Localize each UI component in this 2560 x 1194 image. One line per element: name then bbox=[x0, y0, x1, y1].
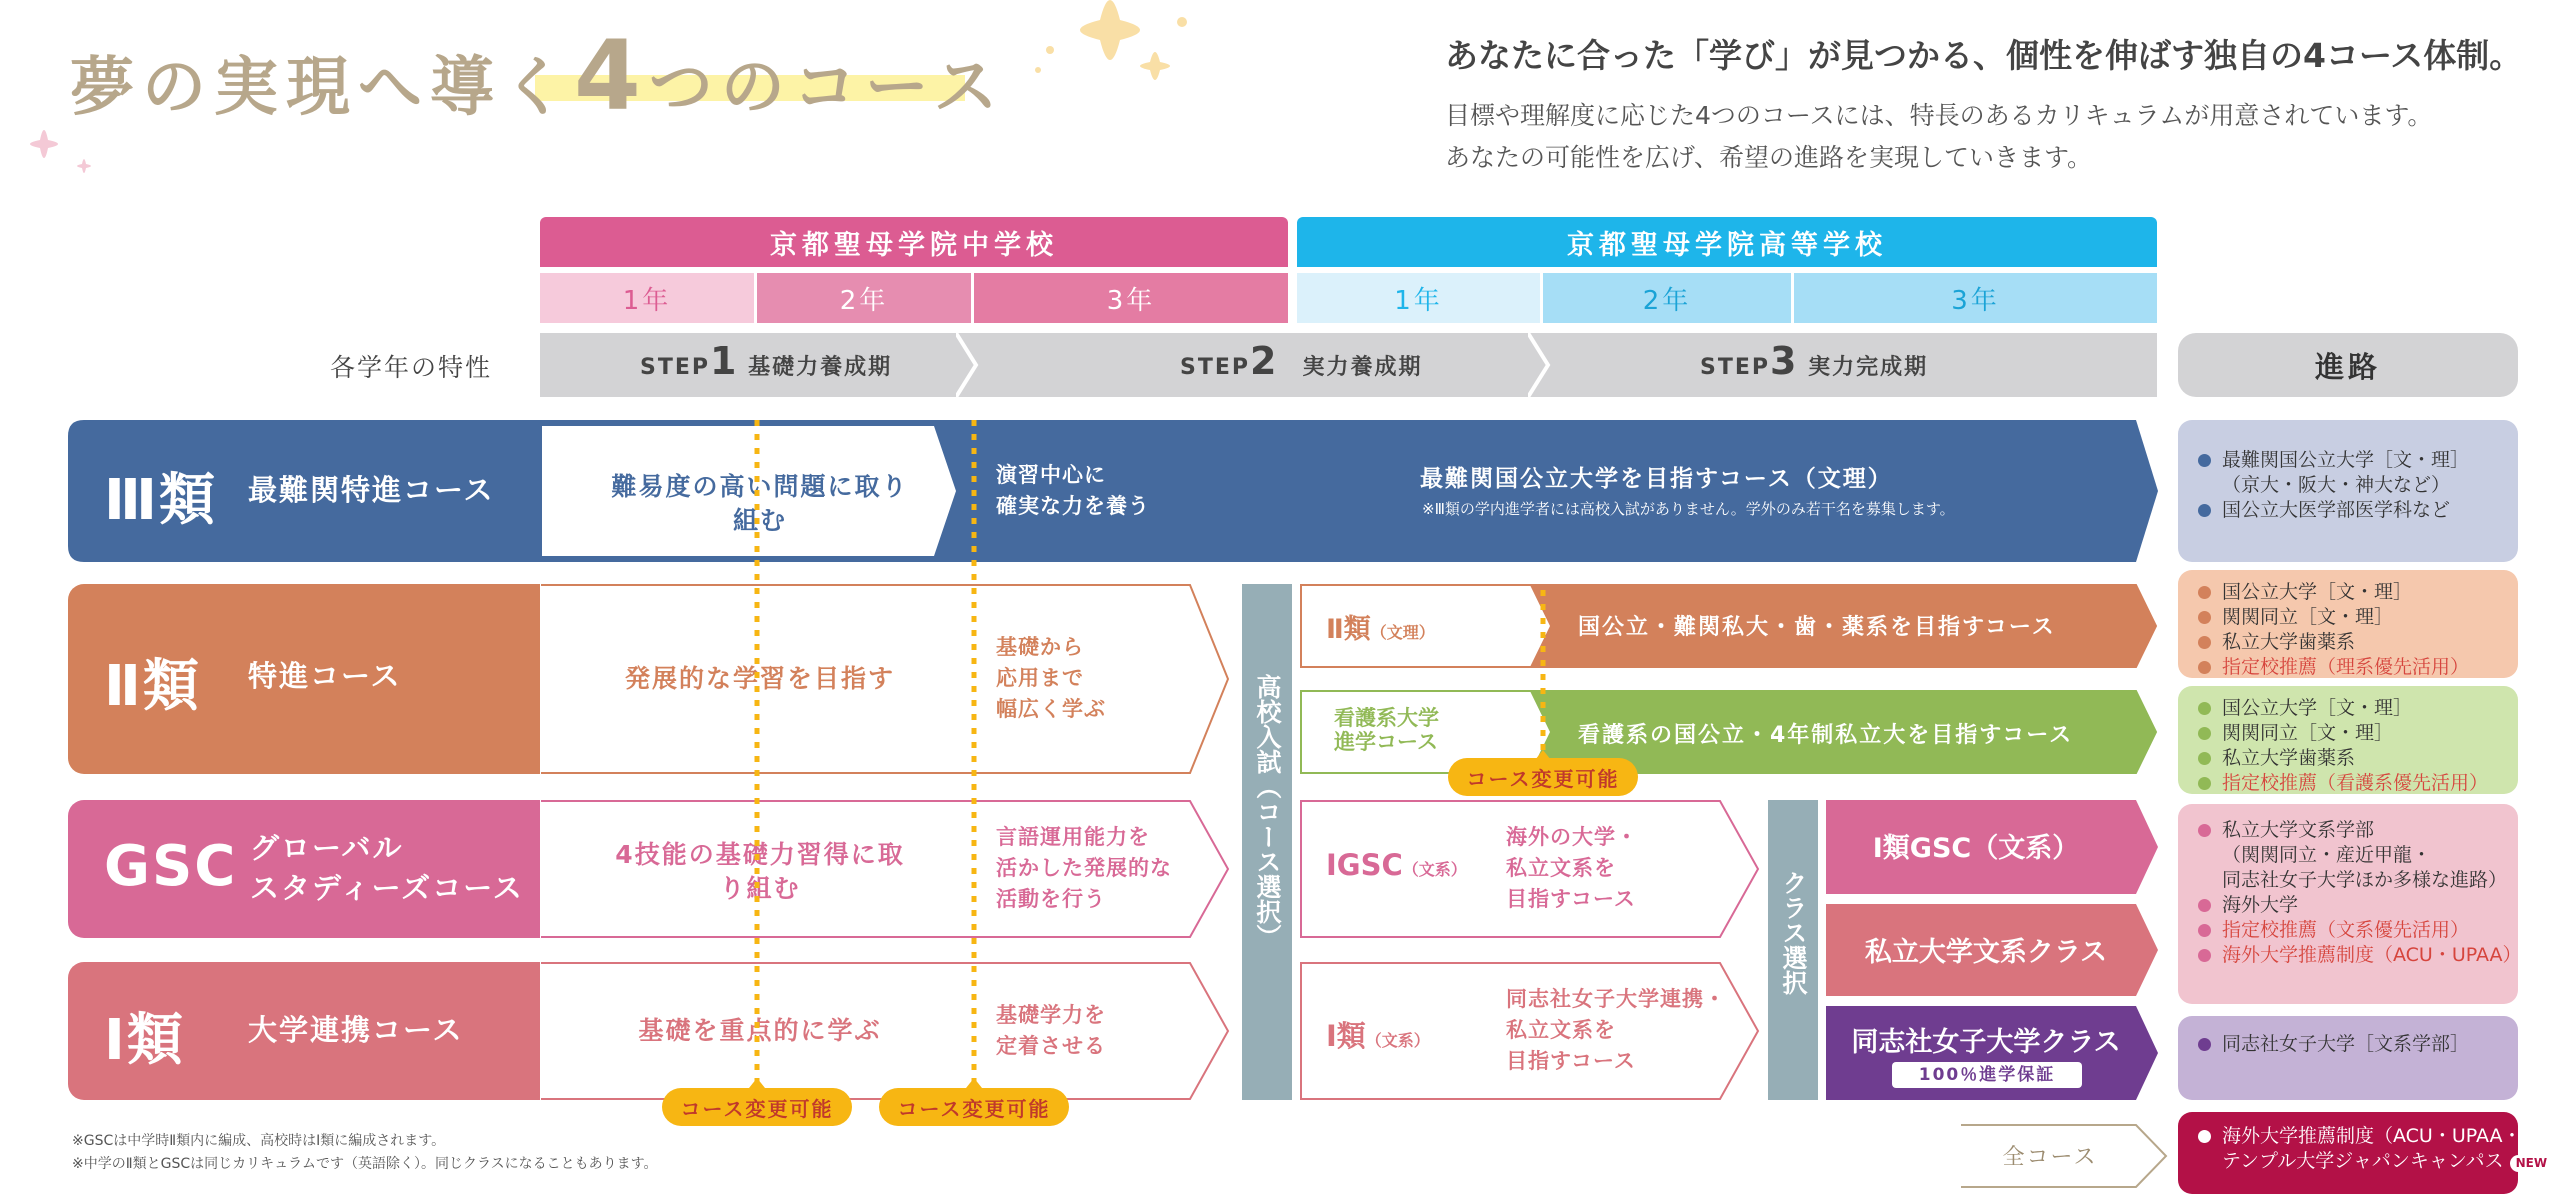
dest-r3: 最難関国公立大学［文・理］ （京大・阪大・神大など） 国公立大医学部医学科など bbox=[2178, 420, 2518, 562]
gsc-course: グローバル スタディーズコース bbox=[250, 831, 524, 905]
row3-goal: 最難関国公立大学を目指すコース（文理） bbox=[1420, 466, 1893, 492]
gsc-step1: 4技能の基礎力習得に取り組む bbox=[615, 840, 905, 903]
course-change-pill-1: コース変更可能 bbox=[662, 1088, 852, 1126]
year-j2: 2年 bbox=[757, 273, 971, 323]
step1: STEP1 基礎力養成期 bbox=[640, 339, 893, 383]
hs-r2-desc: 国公立・難関私大・歯・薬系を目指すコース bbox=[1578, 615, 2056, 640]
gsc-step2: 言語運用能力を 活かした発展的な 活動を行う bbox=[996, 825, 1172, 911]
footnotes: ※GSCは中学時Ⅱ類内に編成、高校時はⅠ類に編成されます。 ※中学のⅡ類とGSCは同じカリキュラムです（英語除く）。同じクラスになることもあります。 bbox=[72, 1133, 658, 1172]
step2: STEP2 実力養成期 bbox=[1180, 339, 1423, 383]
hs-kango-name: 看護系大学 進学コース bbox=[1334, 706, 1439, 754]
hs-exam-box: 高校入試（コース選択） bbox=[1242, 584, 1292, 1100]
class-select-box: クラス選択 bbox=[1768, 800, 1818, 1100]
row3-step2: 演習中心に 確実な力を養う bbox=[996, 463, 1150, 518]
course-change-pill-3: コース変更可能 bbox=[1448, 758, 1638, 796]
year-j1: 1年 bbox=[540, 273, 754, 323]
hs-gsc-desc: 海外の大学・ 私立文系を 目指すコース bbox=[1506, 825, 1638, 911]
hs-r2-name: Ⅱ類（文理） bbox=[1326, 614, 1435, 645]
dest-all: 海外大学推薦制度（ACU・UPAA・ テンプル大学ジャパンキャンパス NEW bbox=[2178, 1112, 2518, 1194]
dest-r2: 国公立大学［文・理］ 関関同立［文・理］ 私立大学歯薬系 指定校推薦（理系優先活用） bbox=[2178, 570, 2518, 678]
new-badge: NEW bbox=[2510, 1155, 2553, 1172]
class-doshisha-badge: 100％進学保証 bbox=[1892, 1062, 2082, 1088]
all-course-label: 全コース bbox=[2002, 1145, 2098, 1170]
row3-step1: 難易度の高い問題に取り組む bbox=[611, 472, 909, 535]
row1-step1: 基礎を重点的に学ぶ bbox=[638, 1016, 882, 1045]
dest-gsc: 私立大学文系学部 （関関同立・産近甲龍・ 同志社女子大学ほか多様な進路） 海外大学 指定校推薦（文系優先活用） 海外大学推薦制度（ACU・UPAA） bbox=[2178, 804, 2518, 1004]
sub-text: 目標や理解度に応じた4つのコースには、特長のあるカリキュラムが用意されています。 あなたの可能性を広げ、希望の進路を実現していきます。 bbox=[1445, 101, 2433, 172]
year-j3: 3年 bbox=[974, 273, 1288, 323]
row1-step2: 基礎学力を 定着させる bbox=[996, 1003, 1106, 1058]
shinro-header: 進路 bbox=[2178, 333, 2518, 397]
row2-step2: 基礎から 応用まで 幅広く学ぶ bbox=[996, 635, 1106, 721]
jhs-header: 京都聖母学院中学校 bbox=[540, 217, 1288, 267]
hs-r1-name: Ⅰ類（文系） bbox=[1326, 1019, 1430, 1053]
class-gsc-label: Ⅰ類GSC（文系） bbox=[1872, 833, 2080, 864]
dest-doshisha: 同志社女子大学［文系学部］ bbox=[2178, 1016, 2518, 1100]
hs-gsc-name: ⅠGSC（文系） bbox=[1326, 848, 1467, 882]
grade-characteristics-label: 各学年の特性 bbox=[330, 353, 493, 382]
year-h2: 2年 bbox=[1543, 273, 1791, 323]
year-h1: 1年 bbox=[1297, 273, 1540, 323]
row2-label: Ⅱ類 特進コース bbox=[68, 584, 540, 774]
class-doshisha-label: 同志社女子大学クラス bbox=[1851, 1027, 2121, 1058]
hs-r1-desc: 同志社女子大学連携・ 私立文系を 目指すコース bbox=[1506, 987, 1726, 1073]
page-title: 夢の実現へ導く4つのコース bbox=[70, 20, 1006, 132]
row1-label: Ⅰ類 大学連携コース bbox=[68, 962, 540, 1100]
gsc-label: GSC グローバル スタディーズコース bbox=[68, 800, 540, 938]
dest-kango: 国公立大学［文・理］ 関関同立［文・理］ 私立大学歯薬系 指定校推薦（看護系優先活用） bbox=[2178, 686, 2518, 794]
hs-header: 京都聖母学院高等学校 bbox=[1297, 217, 2157, 267]
row2-step1: 発展的な学習を目指す bbox=[624, 664, 895, 693]
hs-kango-desc: 看護系の国公立・4年制私立大を目指すコース bbox=[1578, 723, 2074, 748]
step3: STEP3 実力完成期 bbox=[1700, 339, 1929, 383]
year-h3: 3年 bbox=[1794, 273, 2157, 323]
class-private-label: 私立大学文系クラス bbox=[1864, 937, 2108, 968]
row3-note: ※Ⅲ類の学内進学者には高校入試がありません。学外のみ若干名を募集します。 bbox=[1422, 500, 1955, 518]
row3-label: Ⅲ類 最難関特進コース bbox=[104, 468, 495, 533]
lead-text: あなたに合った「学び」が見つかる、個性を伸ばす独自の4コース体制。 bbox=[1445, 36, 2523, 75]
course-change-pill-2: コース変更可能 bbox=[879, 1088, 1069, 1126]
